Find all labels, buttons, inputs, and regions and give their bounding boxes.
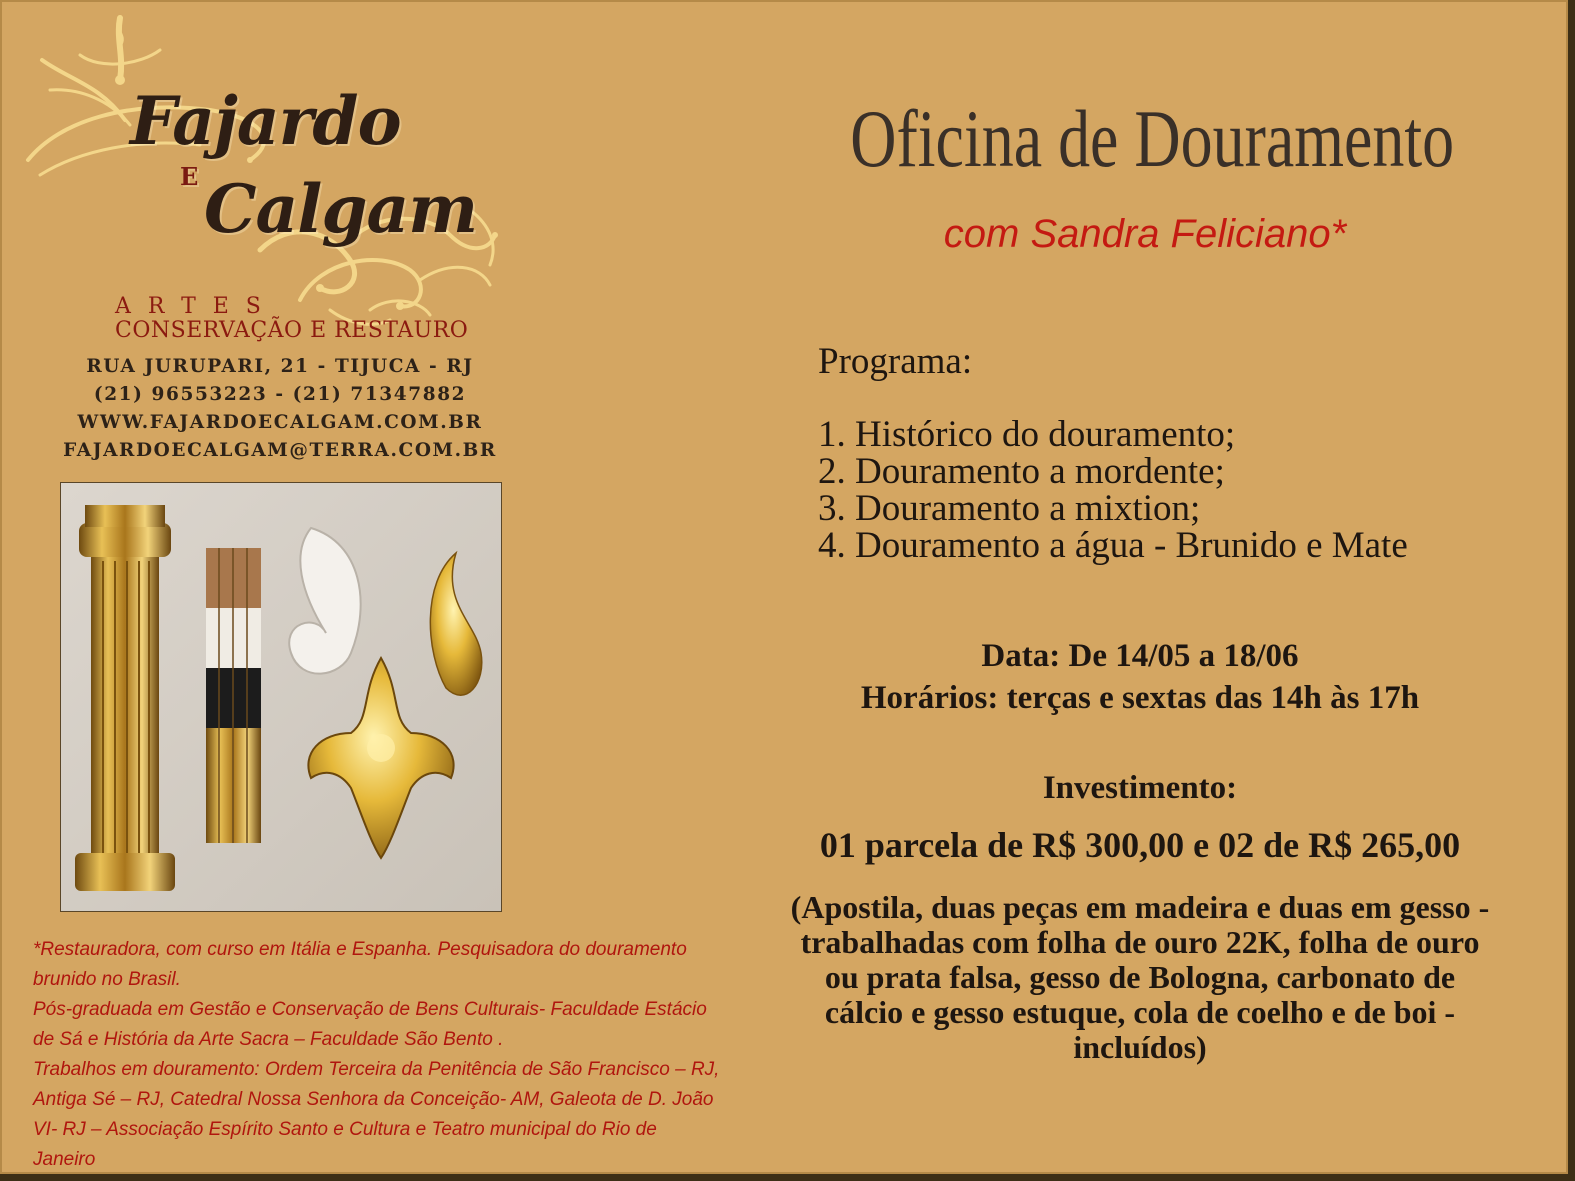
- footnote-works: Trabalhos em douramento: Ordem Terceira da Penitência de São Francisco – RJ, Antiga Sé – RJ, Catedral Nossa Senhora da Conceição- AM, Galeota de D. João VI- RJ – Associação Espírito Santo e Cultura e Teatro municipal do Rio de Janeiro: [33, 1059, 720, 1170]
- investment-heading: Investimento:: [1042, 770, 1238, 806]
- card-shadow-bottom: [0, 1174, 1575, 1181]
- instructor-subtitle: com Sandra Feliciano*: [943, 212, 1347, 256]
- investment-includes: (Apostila, duas peças em madeira e duas em gesso - trabalhadas com folha de ouro 22K, folha de ouro ou prata falsa, gesso de Bologna, carbonato de cálcio e gesso estuque, cola de coelho e de boi - incluídos): [790, 889, 1490, 1065]
- program-item: 3. Douramento a mixtion;: [818, 488, 1201, 529]
- program-list: [818, 416, 1408, 564]
- footnote-education: Pós-graduada em Gestão e Conservação de Bens Culturais- Faculdade Estácio de Sá e História da Arte Sacra – Faculdade São Bento .: [33, 999, 707, 1050]
- investment-price: 01 parcela de R$ 300,00 e 02 de R$ 265,00: [819, 825, 1461, 865]
- logo-calgam: Calgam: [204, 170, 478, 248]
- date-line: Data: De 14/05 a 18/06: [981, 638, 1299, 674]
- logo: [20, 10, 520, 343]
- gilded-pieces-illustration: [61, 483, 501, 911]
- card-shadow-right: [1568, 0, 1575, 1181]
- gilded-pieces-photo: [60, 482, 502, 912]
- hours-line: Horários: terças e sextas das 14h às 17h: [860, 680, 1420, 716]
- program-item: 4. Douramento a água - Brunido e Mate: [818, 525, 1408, 566]
- website-link[interactable]: WWW.FAJARDOECALGAM.COM.BR: [77, 412, 483, 433]
- footnote-training: *Restauradora, com curso em Itália e Espanha. Pesquisadora do douramento brunido no Brasil.: [33, 939, 687, 990]
- address: RUA JURUPARI, 21 - TIJUCA - RJ: [86, 356, 474, 377]
- phone-numbers: (21) 96553223 - (21) 71347882: [93, 384, 467, 405]
- logo-fajardo: Fajardo: [130, 82, 401, 160]
- contact-block: [30, 353, 530, 465]
- logo-artes: ARTES: [115, 294, 278, 319]
- program-item: 2. Douramento a mordente;: [818, 451, 1225, 492]
- workshop-title: Oficina de Douramento: [850, 93, 1455, 184]
- program-item: 1. Histórico do douramento;: [818, 414, 1236, 455]
- program-heading: Programa:: [818, 341, 973, 382]
- logo-e: E: [180, 162, 198, 191]
- author-footnote: [33, 935, 723, 1175]
- logo-conservacao: CONSERVAÇÃO E RESTAURO: [115, 318, 469, 343]
- email-link[interactable]: FAJARDOECALGAM@TERRA.COM.BR: [63, 440, 497, 461]
